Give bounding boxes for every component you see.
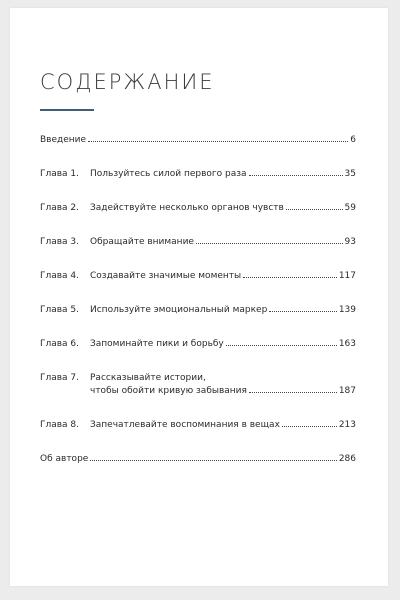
toc-entry-page: 59 bbox=[344, 203, 356, 213]
page-title: СОДЕРЖАНИЕ bbox=[40, 70, 215, 94]
toc-entry-title: Запечатлевайте воспоминания в вещах bbox=[90, 420, 280, 430]
toc-entry-page: 35 bbox=[344, 169, 356, 179]
toc-entry-chapter: Глава 7. bbox=[40, 373, 80, 383]
toc-entry-chapter: Глава 4. bbox=[40, 271, 80, 281]
toc-entry-chapter-3[interactable] bbox=[40, 236, 356, 249]
toc-entry-chapter-8[interactable] bbox=[40, 419, 356, 432]
dot-leader bbox=[88, 141, 348, 142]
toc-entry-title: Пользуйтесь силой первого раза bbox=[90, 169, 247, 179]
toc-entry-chapter-4[interactable] bbox=[40, 270, 356, 283]
toc-entry-chapter-7[interactable] bbox=[40, 372, 356, 398]
toc-entry-page: 139 bbox=[338, 305, 356, 315]
toc-entry-page: 117 bbox=[338, 271, 356, 281]
toc-entry-chapter-1[interactable] bbox=[40, 168, 356, 181]
toc-entry-chapter: Глава 3. bbox=[40, 237, 80, 247]
dot-leader bbox=[90, 460, 336, 461]
dot-leader bbox=[286, 209, 343, 210]
toc-entry-title: Запоминайте пики и борьбу bbox=[90, 339, 224, 349]
dot-leader bbox=[249, 175, 343, 176]
dot-leader bbox=[243, 277, 337, 278]
dot-leader bbox=[282, 426, 337, 427]
toc-entry-title: Задействуйте несколько органов чувств bbox=[90, 203, 284, 213]
toc-entry-title: Используйте эмоциональный маркер bbox=[90, 305, 268, 315]
toc-entry-chapter: Глава 2. bbox=[40, 203, 80, 213]
toc-entry-chapter: Глава 1. bbox=[40, 169, 80, 179]
toc-entry-chapter-5[interactable] bbox=[40, 304, 356, 317]
toc-entry-chapter: Глава 5. bbox=[40, 305, 80, 315]
toc-entry-chapter-2[interactable] bbox=[40, 202, 356, 215]
toc-entry-page: 6 bbox=[350, 135, 356, 145]
toc-entry-page: 286 bbox=[338, 454, 356, 464]
dot-leader bbox=[196, 243, 343, 244]
toc-entry-page: 163 bbox=[338, 339, 356, 349]
toc-entry-title: Введение bbox=[40, 135, 87, 145]
document-page bbox=[10, 8, 388, 586]
toc-entry-chapter-6[interactable] bbox=[40, 338, 356, 351]
toc-entry-chapter: Глава 8. bbox=[40, 420, 80, 430]
toc-entry-about-author[interactable] bbox=[40, 453, 356, 466]
toc-entry-page: 213 bbox=[338, 420, 356, 430]
toc-entry-title: Создавайте значимые моменты bbox=[90, 271, 242, 281]
toc-entry-title-continued: чтобы обойти кривую забывания bbox=[90, 386, 247, 396]
dot-leader bbox=[249, 392, 337, 393]
toc-entry-title: Обращайте внимание bbox=[90, 237, 194, 247]
dot-leader bbox=[269, 311, 337, 312]
toc-entry-page: 187 bbox=[338, 386, 356, 396]
toc-entry-title: Рассказывайте истории, bbox=[90, 373, 206, 383]
toc-entry-introduction[interactable] bbox=[40, 134, 356, 147]
dot-leader bbox=[226, 345, 337, 346]
toc-entry-chapter: Глава 6. bbox=[40, 339, 80, 349]
title-underline bbox=[40, 109, 94, 111]
toc-entry-title: Об авторе bbox=[40, 454, 89, 464]
toc-entry-page: 93 bbox=[344, 237, 356, 247]
